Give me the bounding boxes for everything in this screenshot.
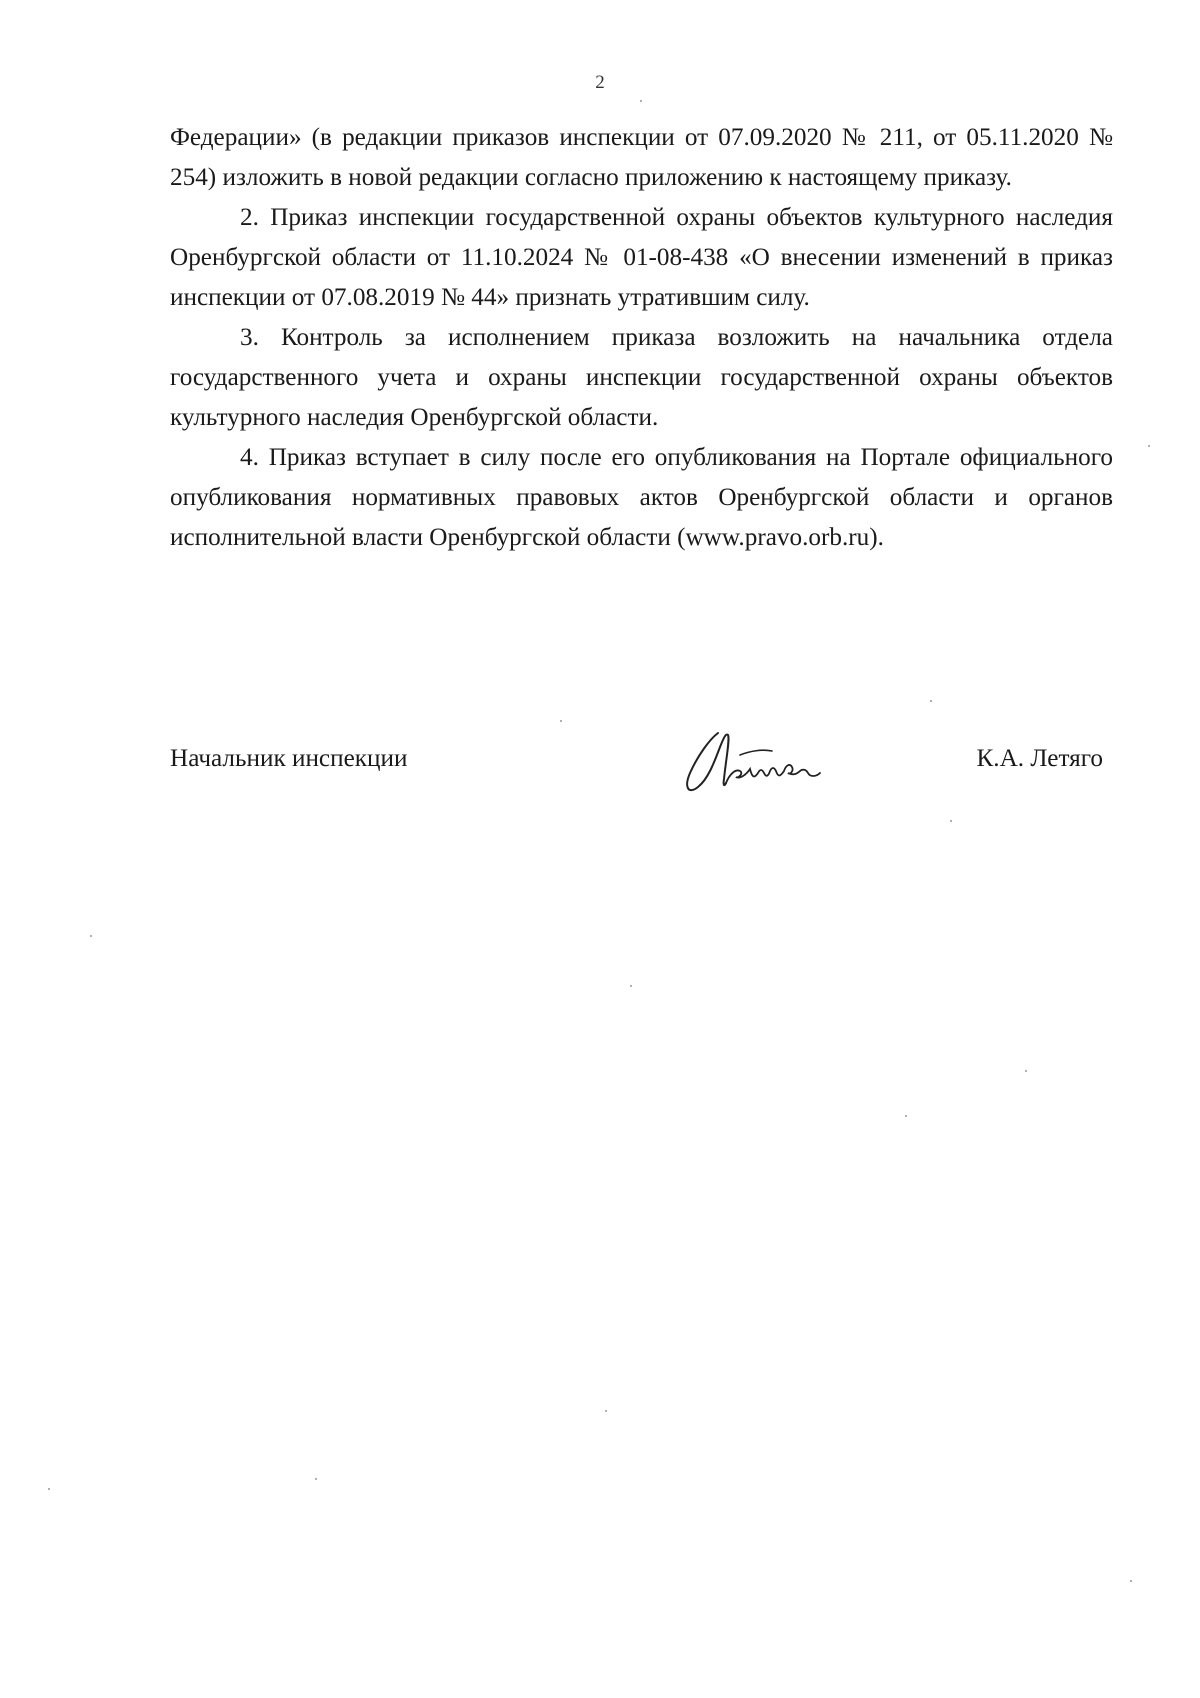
scan-speck xyxy=(930,700,932,702)
scan-speck xyxy=(1130,1580,1132,1582)
scan-speck xyxy=(905,1115,907,1117)
scan-speck xyxy=(640,100,642,102)
paragraph-item-2: 2. Приказ инспекции государственной охраны объектов культурного наследия Оренбургской области от 11.10.2024 № 01-08-438 «О внесении изменений в приказ инспекции от 07.08.2019 № 44» признать утратившим силу. xyxy=(170,204,1113,311)
signatory-name: К.А. Летяго xyxy=(976,745,1103,772)
scan-speck xyxy=(560,720,562,722)
signatory-title: Начальник инспекции xyxy=(170,745,408,772)
paragraph-continuation: Федерации» (в редакции приказов инспекции от 07.09.2020 № 211, от 05.11.2020 № 254) изложить в новой редакции согласно приложению к настоящему приказу. xyxy=(170,124,1113,191)
scan-speck xyxy=(90,935,92,937)
scan-speck xyxy=(605,1410,607,1412)
paragraph-item-3: 3. Контроль за исполнением приказа возложить на начальника отдела государственного учета и охраны инспекции государственной охраны объектов культурного наследия Оренбургской области. xyxy=(170,324,1113,431)
scan-speck xyxy=(48,1488,50,1490)
scan-speck xyxy=(630,985,632,987)
document-body xyxy=(170,118,1113,558)
handwritten-signature xyxy=(680,725,850,803)
scan-speck xyxy=(315,1478,317,1480)
page-number: 2 xyxy=(595,72,605,93)
paragraph-item-4: 4. Приказ вступает в силу после его опубликования на Портале официального опубликования нормативных правовых актов Оренбургской области и органов исполнительной власти Оренбургской области (www.pravo.orb.ru). xyxy=(170,444,1113,551)
scan-speck xyxy=(1148,445,1150,447)
scan-speck xyxy=(1025,1070,1027,1072)
scan-speck xyxy=(950,820,952,822)
signature-block xyxy=(170,725,1113,805)
